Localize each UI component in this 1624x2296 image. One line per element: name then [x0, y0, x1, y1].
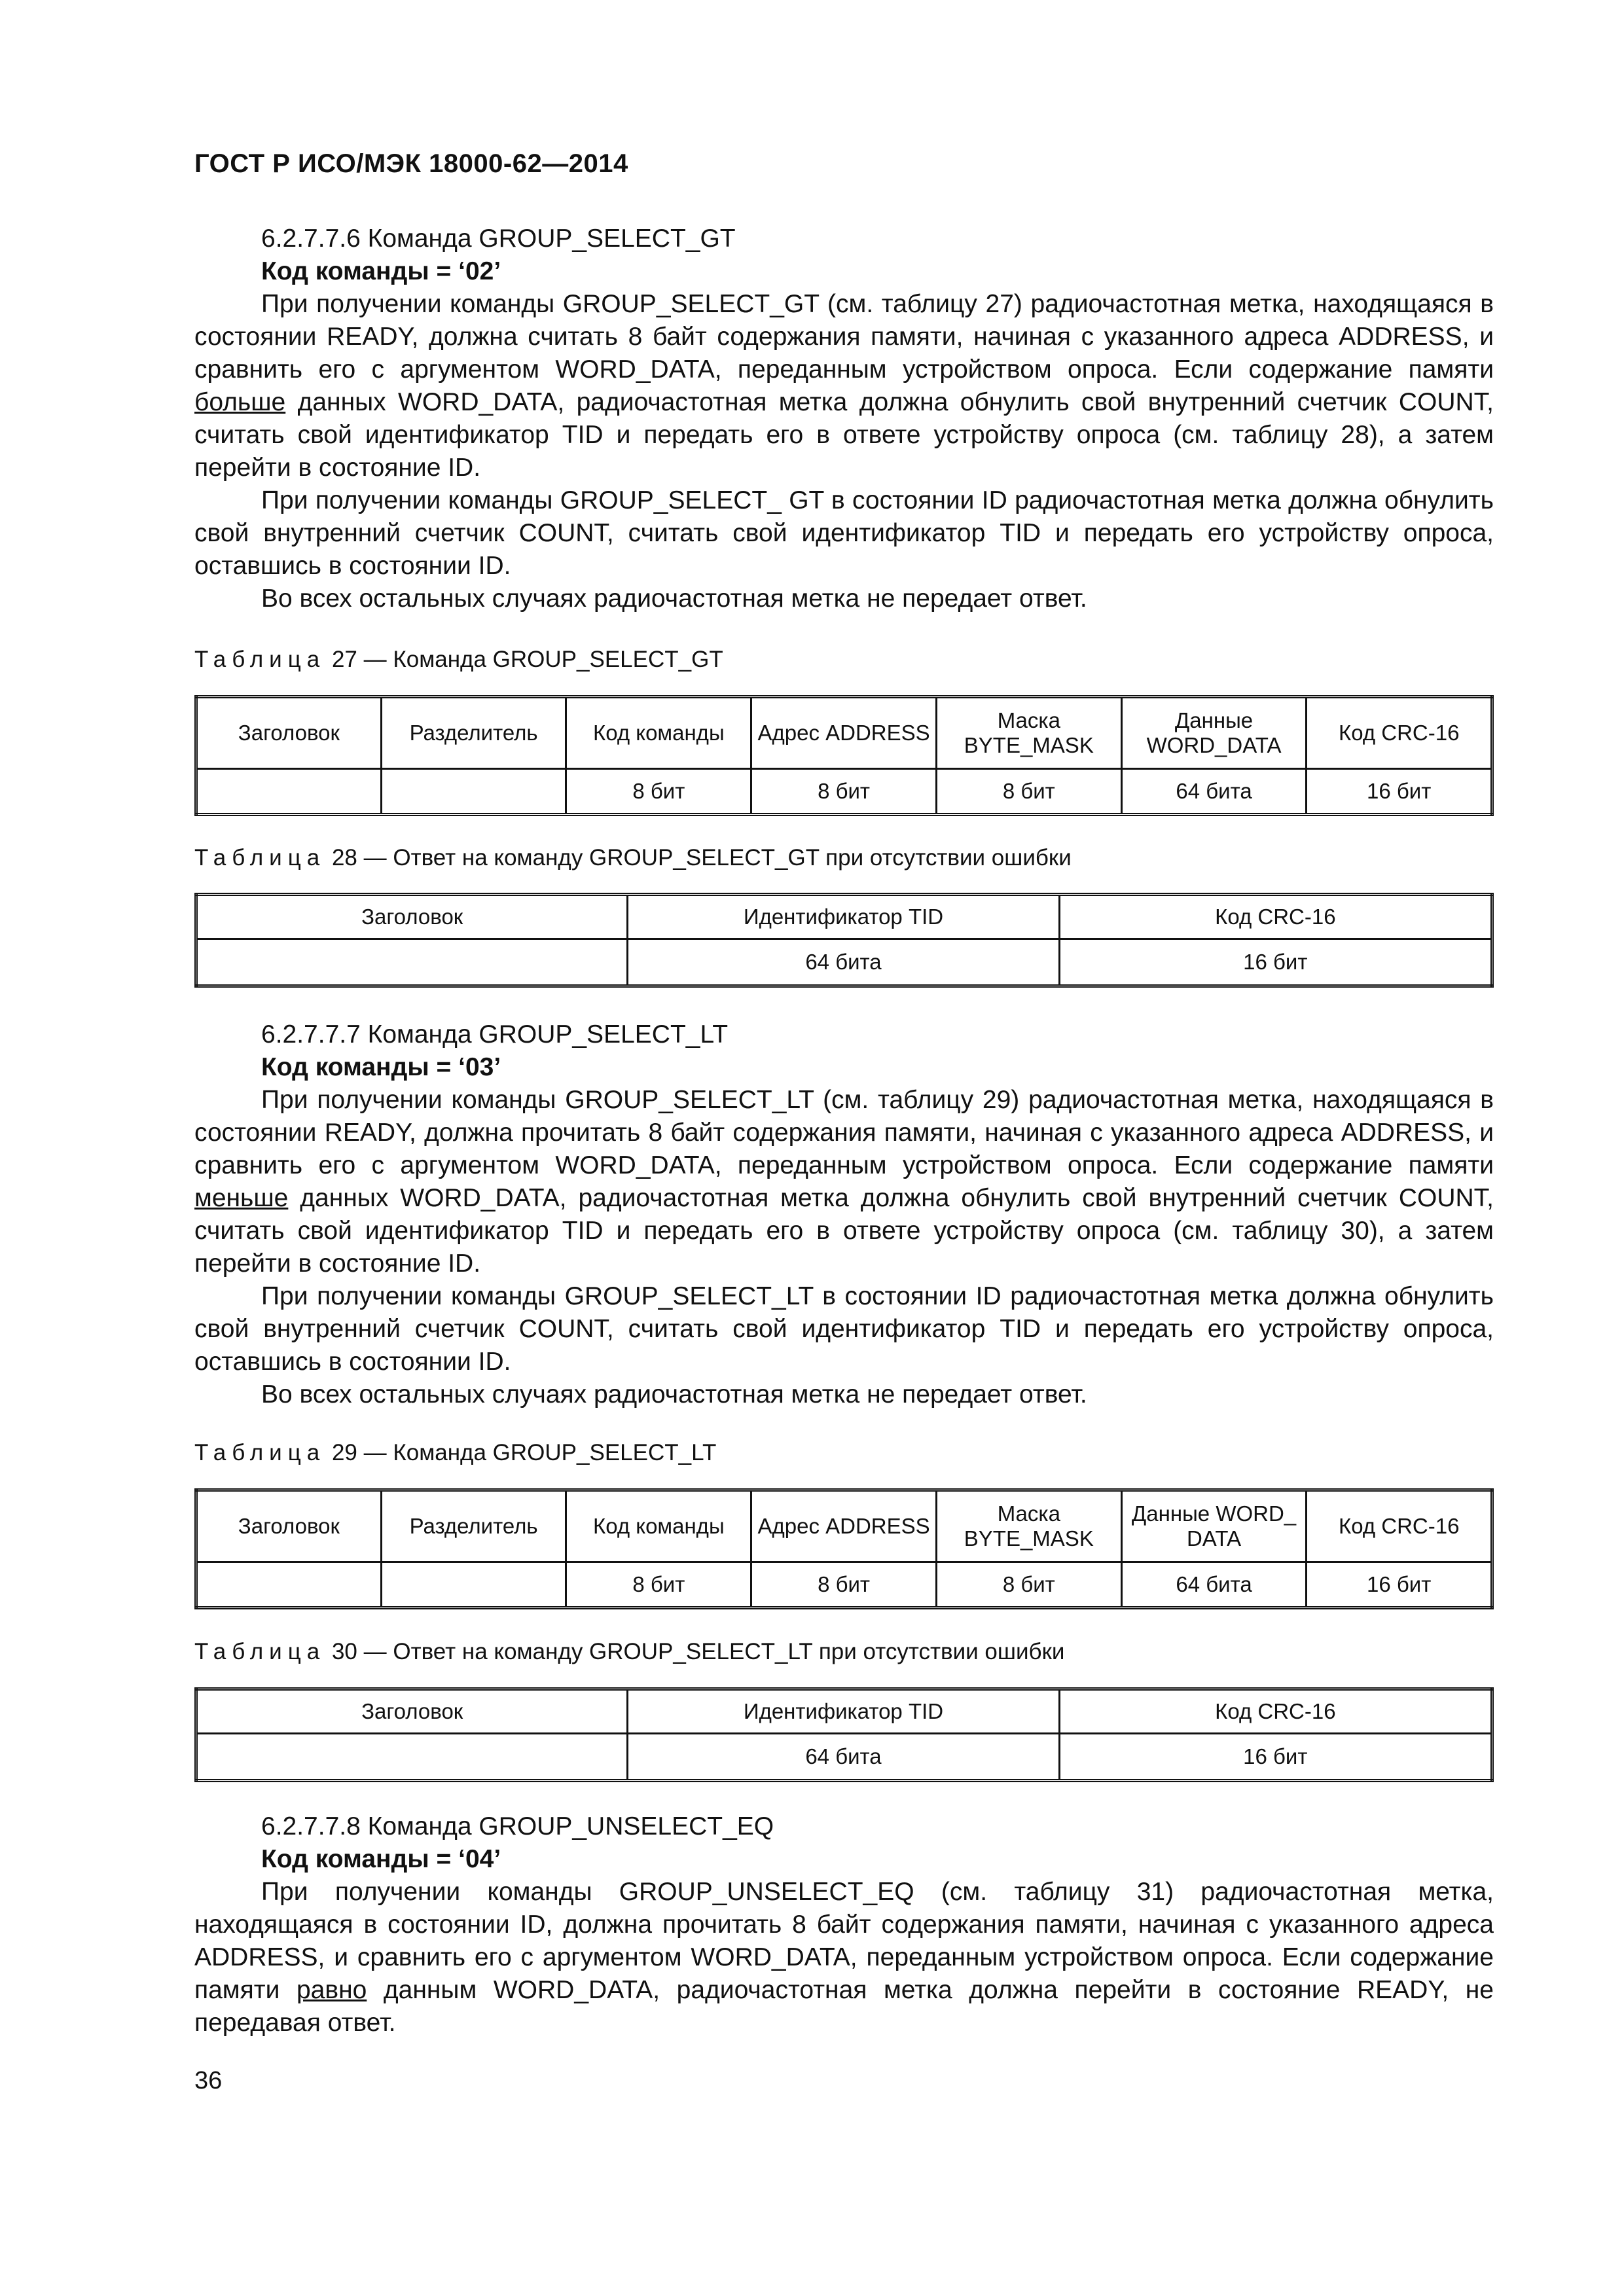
table-row [196, 1562, 1492, 1608]
table-cell: 16 бит [1307, 769, 1492, 815]
paragraph: Во всех остальных случаях радиочастотная метка не передает ответ. [261, 1380, 1087, 1408]
underlined-word: больше [194, 388, 286, 416]
page-number: 36 [194, 2067, 223, 2094]
table-caption [194, 845, 1072, 871]
header-cell: Заголовок [196, 895, 628, 939]
table-cell: 64 бита [628, 1734, 1059, 1781]
section-group-select-gt [194, 223, 1494, 615]
paragraph-text: При получении команды GROUP_UNSELECT_EQ (см. таблицу 31) радиочастотная метка, находящаяся в состоянии ID, должна прочитать 8 байт содержания памяти, начиная с указанного адреса ADDRESS, и сравнить его с аргументом WORD_DATA, переданным устройством опроса. Если содержание памяти [194, 1878, 1494, 2004]
table-cell: 64 бита [1121, 769, 1307, 815]
section-title: 6.2.7.7.8 Команда GROUP_UNSELECT_EQ [261, 1812, 774, 1840]
header-cell: Заголовок [196, 1689, 628, 1734]
header-cell: Идентификатор TID [628, 1689, 1059, 1734]
table-cell: 16 бит [1307, 1562, 1492, 1608]
table-30 [194, 1687, 1494, 1782]
header-cell: Код CRC-16 [1059, 895, 1492, 939]
table-cell: 8 бит [936, 769, 1121, 815]
header-cell: Данные WORD_ DATA [1121, 1490, 1307, 1562]
table-cell [196, 1734, 628, 1781]
header-cell: Код CRC-16 [1059, 1689, 1492, 1734]
table-cell [381, 1562, 566, 1608]
section-group-select-lt [194, 1018, 1494, 1411]
table-row [196, 939, 1492, 986]
document-header: ГОСТ Р ИСО/МЭК 18000-62—2014 [194, 149, 628, 178]
command-code: Код команды = ‘02’ [261, 257, 501, 285]
table-cell [196, 1562, 382, 1608]
table-cell: 64 бита [628, 939, 1059, 986]
header-cell: Код команды [566, 697, 751, 769]
table-27 [194, 695, 1494, 816]
table-caption-text: 30 — Ответ на команду GROUP_SELECT_LT при отсутствии ошибки [331, 1639, 1065, 1664]
table-cell: 8 бит [936, 1562, 1121, 1608]
command-code: Код команды = ‘04’ [261, 1845, 501, 1873]
underlined-word: равно [296, 1976, 367, 2004]
paragraph-text: данным WORD_DATA, радиочастотная метка должна перейти в состояние READY, не передавая ответ. [194, 1976, 1494, 2037]
table-row [196, 769, 1492, 815]
table-header-row [196, 895, 1492, 939]
table-label: Таблица [194, 647, 326, 672]
header-cell: Код CRC-16 [1307, 697, 1492, 769]
header-cell: Заголовок [196, 697, 382, 769]
table-29 [194, 1488, 1494, 1609]
header-cell: Адрес ADDRESS [751, 1490, 937, 1562]
section-title: 6.2.7.7.7 Команда GROUP_SELECT_LT [261, 1020, 729, 1049]
header-cell: Код команды [566, 1490, 751, 1562]
header-cell: Данные WORD_DATA [1121, 697, 1307, 769]
table-cell: 8 бит [751, 769, 937, 815]
table-caption-text: 28 — Ответ на команду GROUP_SELECT_GT при отсутствии ошибки [331, 845, 1072, 870]
table-header-row [196, 1490, 1492, 1562]
table-header-row [196, 1689, 1492, 1734]
table-caption-text: 27 — Команда GROUP_SELECT_GT [331, 647, 723, 672]
header-cell: Разделитель [381, 697, 566, 769]
table-cell [196, 939, 628, 986]
header-cell: Заголовок [196, 1490, 382, 1562]
paragraph: Во всех остальных случаях радиочастотная метка не передает ответ. [261, 584, 1087, 613]
table-cell: 8 бит [566, 1562, 751, 1608]
section-group-unselect-eq [194, 1810, 1494, 2039]
table-caption [194, 647, 723, 673]
table-caption-text: 29 — Команда GROUP_SELECT_LT [331, 1440, 717, 1465]
section-title: 6.2.7.7.6 Команда GROUP_SELECT_GT [261, 224, 736, 253]
header-cell: Идентификатор TID [628, 895, 1059, 939]
header-cell: Код CRC-16 [1307, 1490, 1492, 1562]
paragraph: При получении команды GROUP_SELECT_LT в состоянии ID радиочастотная метка должна обнулить свой внутренний счетчик COUNT, считать свой идентификатор TID и передать его устройству опроса, оставшись в состоянии ID. [194, 1282, 1494, 1376]
table-label: Таблица [194, 1440, 326, 1465]
paragraph [194, 1084, 1494, 1280]
header-cell: Разделитель [381, 1490, 566, 1562]
table-caption [194, 1440, 716, 1466]
paragraph-text: При получении команды GROUP_SELECT_LT (см. таблицу 29) радиочастотная метка, находящаяся в состоянии READY, должна прочитать 8 байт содержания памяти, начиная с указанного адреса ADDRESS, и сравнить его с аргументом WORD_DATA, переданным устройством опроса. Если содержание памяти [194, 1086, 1494, 1179]
header-cell: Маска BYTE_MASK [936, 1490, 1121, 1562]
table-label: Таблица [194, 845, 326, 870]
table-label: Таблица [194, 1639, 326, 1664]
paragraph-text: данных WORD_DATA, радиочастотная метка должна обнулить свой внутренний счетчик COUNT, считать свой идентификатор TID и передать его в ответе устройству опроса (см. таблицу 28), а затем перейти в состояние ID. [194, 388, 1494, 482]
table-cell: 8 бит [751, 1562, 937, 1608]
table-cell: 64 бита [1121, 1562, 1307, 1608]
table-28 [194, 893, 1494, 988]
table-cell [381, 769, 566, 815]
table-header-row [196, 697, 1492, 769]
table-row [196, 1734, 1492, 1781]
command-code: Код команды = ‘03’ [261, 1053, 501, 1081]
paragraph [194, 1876, 1494, 2039]
paragraph [194, 288, 1494, 484]
header-cell: Адрес ADDRESS [751, 697, 937, 769]
table-cell: 16 бит [1059, 1734, 1492, 1781]
table-cell: 16 бит [1059, 939, 1492, 986]
paragraph: При получении команды GROUP_SELECT_ GT в состоянии ID радиочастотная метка должна обнулить свой внутренний счетчик COUNT, считать свой идентификатор TID и передать его устройству опроса, оставшись в состоянии ID. [194, 486, 1494, 580]
paragraph-text: данных WORD_DATA, радиочастотная метка должна обнулить свой внутренний счетчик COUNT, считать свой идентификатор TID и передать его в ответе устройству опроса (см. таблицу 30), а затем перейти в состояние ID. [194, 1184, 1494, 1278]
paragraph-text: При получении команды GROUP_SELECT_GT (см. таблицу 27) радиочастотная метка, находящаяся в состоянии READY, должна считать 8 байт содержания памяти, начиная с указанного адреса ADDRESS, и сравнить его с аргументом WORD_DATA, переданным устройством опроса. Если содержание памяти [194, 290, 1494, 384]
underlined-word: меньше [194, 1184, 289, 1212]
table-cell [196, 769, 382, 815]
header-cell: Маска BYTE_MASK [936, 697, 1121, 769]
table-caption [194, 1639, 1064, 1665]
table-cell: 8 бит [566, 769, 751, 815]
